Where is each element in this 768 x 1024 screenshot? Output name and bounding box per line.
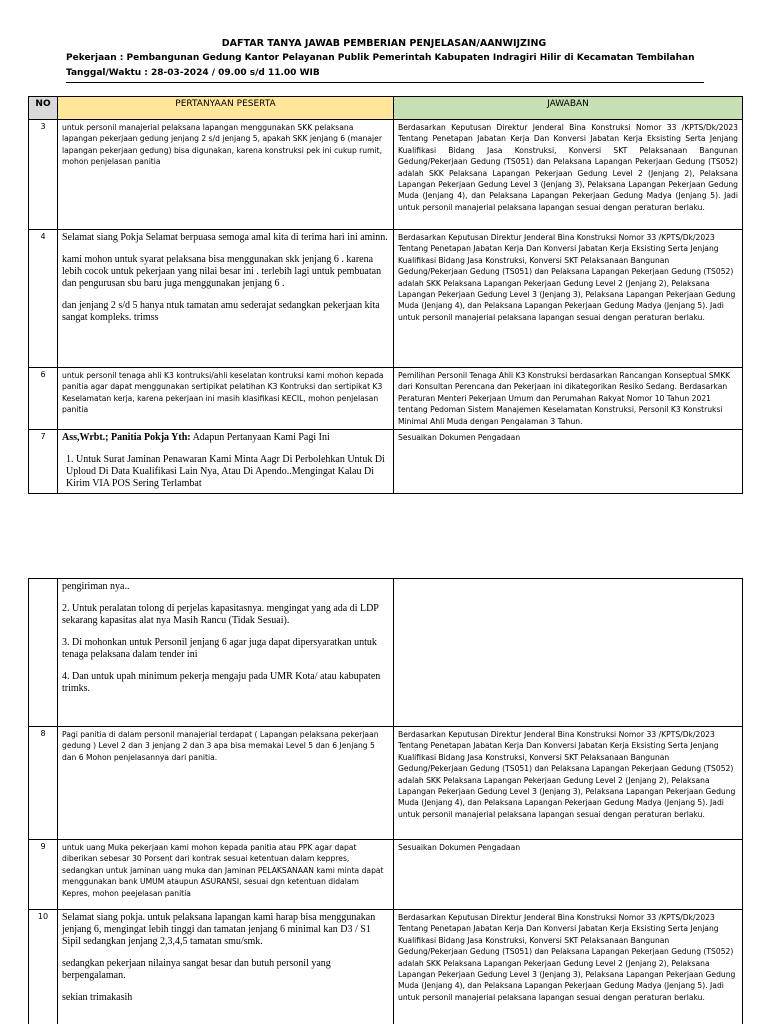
table-row [29,727,743,840]
row-number [29,579,58,727]
answer-cell: Berdasarkan Keputusan Direktur Jenderal Bina Konstruksi Nomor 33 /KPTS/Dk/2023 Tentang Penetapan Jabatan Kerja Dan Konversi Jabatan Kerja Eksisting Serta Jenjang Kualifikasi Bidang Jasa Konstruksi, Konversi SKT Pelaksanaan Bangunan Gedung/Pekerjaan Gedung (TS051) dan Pelaksana Lapangan Pekerjaan Gedung (TS052) adalah SKK Pelaksana Lapangan Pekerjaan Gedung Level 2 (Jenjang 2), Pelaksana Lapangan Pekerjaan Gedung Level 3 (Jenjang 3), Pelaksana Lapangan Pekerjaan Gedung Muda (Jenjang 4), dan Pelaksana Lapangan Pekerjaan Gedung Madya (Jenjang 5). Jadi untuk personil manajerial pelaksana lapangan sesuai dengan peraturan berlaku. [394,120,743,230]
greeting-rest: Adapun Pertanyaan Kami Pagi Ini [190,432,330,444]
table-row [29,120,743,230]
table-row [29,910,743,1024]
pekerjaan-line: Pekerjaan : Pembangunan Gedung Kantor Pelayanan Publik Pemerintah Kabupaten Indragiri Hilir di Kecamatan Tembilahan [66,53,695,63]
question-paragraph [62,432,389,444]
column-header-answer: JAWABAN [394,97,743,120]
qa-table-page-2 [28,578,743,1024]
column-header-question: PERTANYAAN PESERTA [58,97,394,120]
table-row [29,840,743,910]
question-paragraph: pengiriman nya.. [62,581,130,592]
header-rule [66,82,704,83]
table-row [29,430,743,494]
answer-cell: Sesuaikan Dokumen Pengadaan [394,840,743,910]
row-number: 4 [29,230,58,368]
answer-cell: Berdasarkan Keputusan Direktur Jenderal Bina Konstruksi Nomor 33 /KPTS/Dk/2023 Tentang Penetapan Jabatan Kerja Dan Konversi Jabatan Kerja Eksisting Serta Jenjang Kualifikasi Bidang Jasa Konstruksi, Konversi SKT Pelaksanaan Bangunan Gedung/Pekerjaan Gedung (TS051) dan Pelaksana Lapangan Pekerjaan Gedung (TS052) adalah SKK Pelaksana Lapangan Pekerjaan Gedung Level 2 (Jenjang 2), Pelaksana Lapangan Pekerjaan Gedung Level 3 (Jenjang 3), Pelaksana Lapangan Pekerjaan Gedung Muda (Jenjang 4), dan Pelaksana Lapangan Pekerjaan Gedung Madya (Jenjang 5). Jadi untuk personil manajerial pelaksana lapangan sesuai dengan peraturan berlaku. [394,910,743,1024]
question-cell [58,230,394,368]
question-paragraph: 1. Untuk Surat Jaminan Penawaran Kami Minta Aagr Di Perbolehkan Untuk Di Uploud Di Data Kualifikasi Lain Nya, Atau Di Apendo..Mengingat Kalau Di Kirim VIA POS Sering Terlambat [66,454,385,490]
question-cell: untuk personil manajerial pelaksana lapangan menggunakan SKK pelaksana lapangan pekerjaan gedung jenjang 2 s/d jenjang 5, apakah SKK jenjang 6 (manajer lapangan pekerjaan gedung) bisa digunakan, karena konstruksi pek ini cukup rumit, mohon penjelasan panitia [58,120,394,230]
question-paragraph: Selamat siang Pokja Selamat berpuasa semoga amal kita di terima hari ini aminn. [62,232,388,243]
row-number: 3 [29,120,58,230]
question-paragraph: kami mohon untuk syarat pelaksana bisa menggunakan skk jenjang 6 . karena lebih cocok untuk pekerjaan yang nilai besar ini . terlebih lagi untuk pembuatan dan pengurusan sbu baru juga menggunakan jenjang 6 . [62,254,382,289]
row-number: 7 [29,430,58,494]
question-cell [58,910,394,1024]
document-page-2 [0,540,768,1024]
question-cell: untuk personil tenaga ahli K3 kontruksi/ahli keselatan kontruksi kami mohon kepada panitia agar dapat menggunakan sertipikat pelatihan K3 Kontruksi dan sertipikat K3 Keselamatan kerja, karena pekerjaan ini masih klasifikasi KECIL, mohon penjelasan panitia [58,368,394,430]
answer-cell: Pemilihan Personil Tenaga Ahli K3 Konstruksi berdasarkan Rancangan Konseptual SMKK dari Konsultan Perencana dan Pekerjaan ini dikategorikan Resiko Sedang. Berdasarkan Peraturan Menteri Pekerjaan Umum dan Perumahan Rakyat Nomor 10 Tahun 2021 tentang Pedoman Sistem Manajemen Keselamatan Konstruksi, Personil K3 Konstruksi Minimal Ahli Muda dengan Pengalaman 3 Tahun. [394,368,743,430]
question-cell [58,430,394,494]
tanggal-line: Tanggal/Waktu : 28-03-2024 / 09.00 s/d 11.00 WIB [66,68,320,78]
column-header-no: NO [29,97,58,120]
answer-cell [394,579,743,727]
answer-cell: Berdasarkan Keputusan Direktur Jenderal Bina Konstruksi Nomor 33 /KPTS/Dk/2023 Tentang Penetapan Jabatan Kerja Dan Konversi Jabatan Kerja Eksisting Serta Jenjang Kualifikasi Bidang Jasa Konstruksi, Konversi SKT Pelaksanaan Bangunan Gedung/Pekerjaan Gedung (TS051) dan Pelaksana Lapangan Pekerjaan Gedung (TS052) adalah SKK Pelaksana Lapangan Pekerjaan Gedung Level 2 (Jenjang 2), Pelaksana Lapangan Pekerjaan Gedung Level 3 (Jenjang 3), Pelaksana Lapangan Pekerjaan Gedung Muda (Jenjang 4), dan Pelaksana Lapangan Pekerjaan Gedung Madya (Jenjang 5). Jadi untuk personil manajerial pelaksana lapangan sesuai dengan peraturan berlaku. [394,727,743,840]
row-number: 9 [29,840,58,910]
question-paragraph: 4. Dan untuk upah minimum pekerja mengaju pada UMR Kota/ atau kabupaten trimks. [62,671,381,694]
question-paragraph: Selamat siang pokja. untuk pelaksana lapangan kami harap bisa menggunakan jenjang 6, mengingat lebih tinggi dan tamatan jenjang 6 minimal kan D3 / S1 Sipil sedangkan jenjang 2,3,4,5 tamatan smu/smk. [62,912,376,947]
question-paragraph: 3. Di mohonkan untuk Personil jenjang 6 agar juga dapat dipersyaratkan untuk tenaga pelaksana dalam tender ini [62,637,377,660]
question-paragraph: 2. Untuk peralatan tolong di perjelas kapasitasnya. mengingat yang ada di LDP sekarang kapasitas alat nya Masih Rancu (Tidak Sesuai). [62,603,379,626]
question-cell [58,579,394,727]
table-row [29,230,743,368]
table-header-row [29,97,743,120]
qa-table-page-1 [28,96,743,494]
row-number: 10 [29,910,58,1024]
answer-cell: Sesuaikan Dokumen Pengadaan [394,430,743,494]
document-title: DAFTAR TANYA JAWAB PEMBERIAN PENJELASAN/AANWIJZING [221,38,547,49]
question-cell: untuk uang Muka pekerjaan kami mohon kepada panitia atau PPK agar dapat diberikan sebesar 30 Porsent dari kontrak sesuai ketentuan dalam keppres, sedangkan untuk jaminan uang muka dan Jaminan PELAKSANAAN kami minta dapat menggunakan bank UMUM ataupun ASURANSI, sesuai dgn ketentuan didalam Kepres, mohon peejelasan panitia [58,840,394,910]
question-paragraph: sekian trimakasih [62,992,133,1003]
row-number: 8 [29,727,58,840]
question-paragraph: sedangkan pekerjaan nilainya sangat besar dan butuh personil yang berpengalaman. [62,958,331,981]
table-row-continued [29,579,743,727]
row-number: 6 [29,368,58,430]
answer-cell: Berdasarkan Keputusan Direktur Jenderal Bina Konstruksi Nomor 33 /KPTS/Dk/2023 Tentang Penetapan Jabatan Kerja Dan Konversi Jabatan Kerja Eksisting Serta Jenjang Kualifikasi Bidang Jasa Konstruksi, Konversi SKT Pelaksanaan Bangunan Gedung/Pekerjaan Gedung (TS051) dan Pelaksana Lapangan Pekerjaan Gedung (TS052) adalah SKK Pelaksana Lapangan Pekerjaan Gedung Level 2 (Jenjang 2), Pelaksana Lapangan Pekerjaan Gedung Level 3 (Jenjang 3), Pelaksana Lapangan Pekerjaan Gedung Muda (Jenjang 4), dan Pelaksana Lapangan Pekerjaan Gedung Madya (Jenjang 5). Jadi untuk personil manajerial pelaksana lapangan sesuai dengan peraturan berlaku. [394,230,743,368]
question-cell: Pagi panitia di dalam personil manajerial terdapat ( Lapangan pelaksana pekerjaan gedung ) Level 2 dan 3 jenjang 2 dan 3 apa bisa memakai Level 5 dan 6 Jenjang 5 dan 6 Mohon penjelasannya dari panitia. [58,727,394,840]
greeting-bold: Ass,Wrbt.; Panitia Pokja Yth: [62,432,191,444]
question-paragraph: dan jenjang 2 s/d 5 hanya ntuk tamatan amu sederajat sedangkan pekerjaan kita sangat kompleks. trimss [62,300,380,323]
table-row [29,368,743,430]
